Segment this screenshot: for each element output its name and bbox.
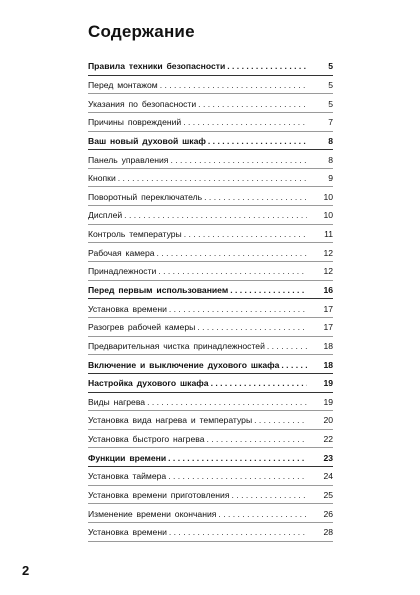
page-title: Содержание xyxy=(88,22,195,41)
toc-entry[interactable] xyxy=(88,187,333,206)
toc-entry-title: Установка времени приготовления xyxy=(88,490,230,501)
toc-entry-title: Контроль температуры xyxy=(88,229,182,240)
toc-entry[interactable] xyxy=(88,393,333,412)
toc-entry-page: 7 xyxy=(328,117,333,128)
toc-entry-title: Установка быстрого нагрева xyxy=(88,434,205,445)
dot-leader xyxy=(183,117,307,127)
toc-entry[interactable] xyxy=(88,243,333,262)
toc-entry[interactable] xyxy=(88,318,333,337)
toc-entry-page: 12 xyxy=(323,266,333,277)
toc-entry-page: 11 xyxy=(324,229,333,240)
toc-entry-page: 23 xyxy=(323,452,333,463)
toc-entry[interactable] xyxy=(88,486,333,505)
toc-entry-page: 5 xyxy=(328,79,333,90)
dot-leader xyxy=(211,378,307,388)
toc-entry-title: Рабочая камера xyxy=(88,247,155,258)
toc-entry[interactable] xyxy=(88,206,333,225)
toc-entry[interactable] xyxy=(88,411,333,430)
toc-entry-page: 8 xyxy=(328,154,333,165)
toc-entry-page: 28 xyxy=(323,527,333,538)
toc-entry-page: 5 xyxy=(328,61,333,72)
dot-leader xyxy=(208,136,307,146)
toc-entry-page: 9 xyxy=(328,173,333,184)
dot-leader xyxy=(118,173,307,183)
dot-leader xyxy=(169,527,307,537)
toc-entry[interactable] xyxy=(88,523,333,542)
dot-leader xyxy=(147,397,307,407)
toc-entry-title: Перед первым использованием xyxy=(88,285,229,295)
toc-section-heading[interactable] xyxy=(88,374,333,393)
toc-entry[interactable] xyxy=(88,467,333,486)
toc-entry-title: Ваш новый духовой шкаф xyxy=(88,135,206,146)
toc-entry[interactable] xyxy=(88,169,333,188)
toc-entry-page: 12 xyxy=(323,247,333,258)
toc-entry-page: 24 xyxy=(323,471,333,482)
dot-leader xyxy=(232,490,307,500)
toc-entry-page: 26 xyxy=(323,508,333,519)
toc-entry-page: 5 xyxy=(328,98,333,109)
dot-leader xyxy=(230,285,307,295)
toc-entry-page: 19 xyxy=(323,396,333,407)
toc-entry-title: Дисплей xyxy=(88,210,123,221)
toc-entry[interactable] xyxy=(88,337,333,356)
toc-entry[interactable] xyxy=(88,113,333,132)
toc-entry-title: Разогрев рабочей камеры xyxy=(88,322,196,333)
toc-entry-title: Причины повреждений xyxy=(88,117,182,128)
toc-entry-page: 25 xyxy=(323,490,333,501)
toc-entry-title: Перед монтажом xyxy=(88,79,158,90)
toc-section-heading[interactable] xyxy=(88,57,333,76)
toc-entry-title: Установка времени xyxy=(88,303,167,314)
toc-entry-title: Правила техники безопасности xyxy=(88,61,226,72)
page-number: 2 xyxy=(22,563,30,578)
toc-entry[interactable] xyxy=(88,504,333,523)
dot-leader xyxy=(198,99,307,109)
toc-section-heading[interactable] xyxy=(88,281,333,300)
toc-entry-page: 16 xyxy=(323,285,333,295)
dot-leader xyxy=(204,192,307,202)
toc-entry-title: Функции времени xyxy=(88,452,167,463)
toc-entry-page: 22 xyxy=(323,434,333,445)
toc-entry[interactable] xyxy=(88,225,333,244)
toc-entry-title: Поворотный переключатель xyxy=(88,191,203,202)
toc-entry[interactable] xyxy=(88,150,333,169)
toc-entry[interactable] xyxy=(88,299,333,318)
toc-entry-title: Настройка духового шкафа xyxy=(88,378,209,389)
toc-entry-page: 10 xyxy=(323,191,333,202)
table-of-contents xyxy=(88,57,333,542)
toc-section-heading[interactable] xyxy=(88,355,333,374)
dot-leader xyxy=(254,415,307,425)
dot-leader xyxy=(170,155,307,165)
toc-entry-title: Виды нагрева xyxy=(88,396,146,407)
toc-entry-title: Включение и выключение духового шкафа xyxy=(88,359,280,370)
dot-leader xyxy=(197,322,307,332)
toc-entry-title: Указания по безопасности xyxy=(88,98,197,109)
dot-leader xyxy=(169,304,307,314)
toc-entry-page: 17 xyxy=(323,322,333,333)
toc-entry-title: Установка времени xyxy=(88,527,167,538)
dot-leader xyxy=(281,360,307,370)
dot-leader xyxy=(160,80,307,90)
toc-entry-page: 10 xyxy=(323,210,333,221)
toc-entry-title: Кнопки xyxy=(88,173,116,184)
dot-leader xyxy=(168,471,307,481)
toc-entry-page: 17 xyxy=(323,303,333,314)
dot-leader xyxy=(168,453,307,463)
toc-entry-page: 18 xyxy=(323,359,333,370)
toc-entry-page: 18 xyxy=(323,340,333,351)
toc-entry-title: Установка таймера xyxy=(88,471,167,482)
dot-leader xyxy=(218,509,307,519)
dot-leader xyxy=(227,61,307,71)
toc-entry-title: Изменение времени окончания xyxy=(88,508,217,519)
toc-entry-title: Принадлежности xyxy=(88,266,157,277)
dot-leader xyxy=(124,210,307,220)
toc-entry-page: 20 xyxy=(323,415,333,426)
toc-section-heading[interactable] xyxy=(88,132,333,151)
toc-entry-page: 19 xyxy=(323,378,333,389)
toc-entry-title: Предварительная чистка принадлежностей xyxy=(88,340,265,351)
dot-leader xyxy=(206,434,307,444)
dot-leader xyxy=(158,266,307,276)
dot-leader xyxy=(157,248,307,258)
toc-section-heading[interactable] xyxy=(88,448,333,467)
toc-entry-title: Панель управления xyxy=(88,154,169,165)
toc-entry-title: Установка вида нагрева и температуры xyxy=(88,415,253,426)
dot-leader xyxy=(184,229,307,239)
dot-leader xyxy=(267,341,307,351)
toc-entry-page: 8 xyxy=(328,135,333,146)
toc-entry[interactable] xyxy=(88,262,333,281)
toc-entry[interactable] xyxy=(88,430,333,449)
toc-entry[interactable] xyxy=(88,76,333,95)
toc-entry[interactable] xyxy=(88,94,333,113)
